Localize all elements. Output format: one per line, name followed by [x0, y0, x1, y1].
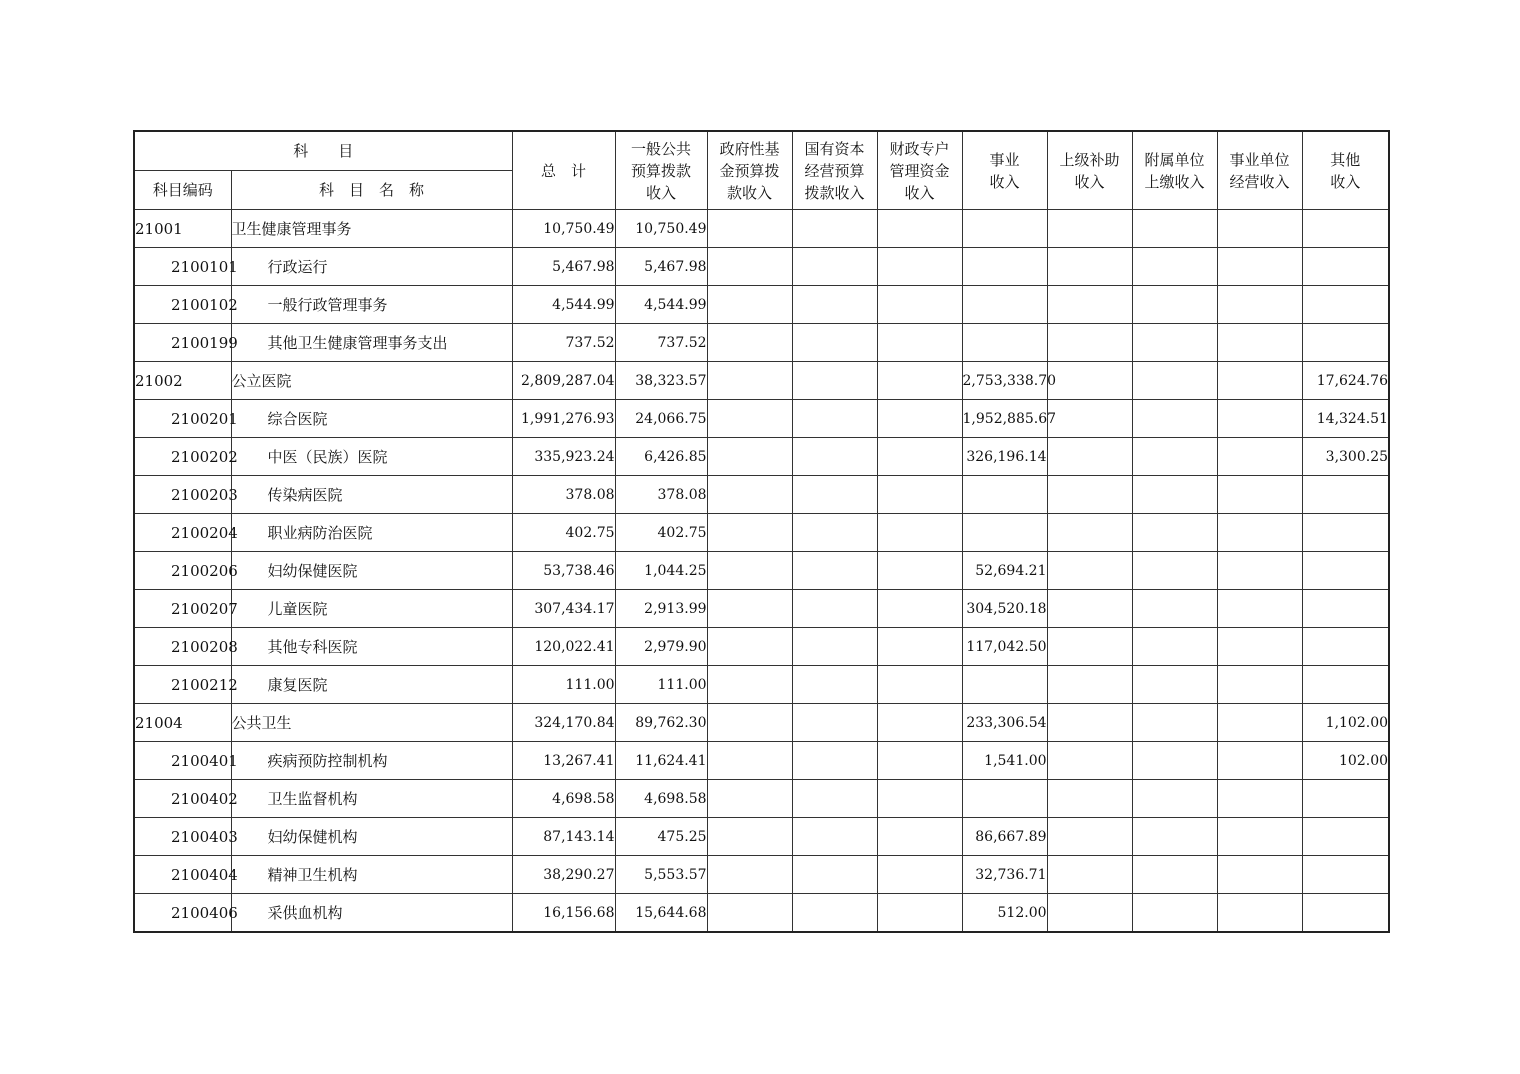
state-cap-cell: [792, 666, 877, 704]
gov-fund-cell: [707, 552, 792, 590]
header-name: 科 目 名 称: [231, 171, 512, 210]
other-cell: [1302, 894, 1389, 933]
subject-name-cell: 职业病防治医院: [231, 514, 512, 552]
affiliated-cell: [1132, 818, 1217, 856]
special-cell: [877, 362, 962, 400]
special-cell: [877, 856, 962, 894]
superior-cell: [1047, 818, 1132, 856]
budget-table: [133, 130, 1390, 933]
operating-cell: [1217, 894, 1302, 933]
state-cap-cell: [792, 248, 877, 286]
other-cell: [1302, 552, 1389, 590]
affiliated-cell: [1132, 514, 1217, 552]
table-row: [134, 400, 1389, 438]
gov-fund-cell: [707, 590, 792, 628]
subject-name-cell: 康复医院: [231, 666, 512, 704]
subject-code-cell: 2100203: [134, 476, 231, 514]
operating-cell: [1217, 514, 1302, 552]
general-cell: 38,323.57: [615, 362, 707, 400]
affiliated-cell: [1132, 742, 1217, 780]
subject-name-cell: 综合医院: [231, 400, 512, 438]
affiliated-cell: [1132, 552, 1217, 590]
table-row: [134, 210, 1389, 248]
special-cell: [877, 514, 962, 552]
subject-name-cell: 卫生健康管理事务: [231, 210, 512, 248]
subject-code-cell: 2100208: [134, 628, 231, 666]
operating-cell: [1217, 286, 1302, 324]
affiliated-cell: [1132, 210, 1217, 248]
general-cell: 378.08: [615, 476, 707, 514]
state-cap-cell: [792, 894, 877, 933]
other-cell: [1302, 210, 1389, 248]
operating-cell: [1217, 362, 1302, 400]
subject-name-cell: 公共卫生: [231, 704, 512, 742]
state-cap-cell: [792, 476, 877, 514]
special-cell: [877, 552, 962, 590]
header-subject: 科 目: [134, 131, 512, 171]
special-cell: [877, 704, 962, 742]
operating-cell: [1217, 818, 1302, 856]
affiliated-cell: [1132, 704, 1217, 742]
superior-cell: [1047, 666, 1132, 704]
special-cell: [877, 628, 962, 666]
subject-name-cell: 中医（民族）医院: [231, 438, 512, 476]
gov-fund-cell: [707, 438, 792, 476]
business-cell: [962, 780, 1047, 818]
total-cell: 324,170.84: [512, 704, 615, 742]
operating-cell: [1217, 438, 1302, 476]
subject-name-cell: 卫生监督机构: [231, 780, 512, 818]
affiliated-cell: [1132, 286, 1217, 324]
total-cell: 10,750.49: [512, 210, 615, 248]
business-cell: 52,694.21: [962, 552, 1047, 590]
subject-code-cell: 21001: [134, 210, 231, 248]
operating-cell: [1217, 400, 1302, 438]
other-cell: 14,324.51: [1302, 400, 1389, 438]
state-cap-cell: [792, 286, 877, 324]
table-row: [134, 742, 1389, 780]
total-cell: 402.75: [512, 514, 615, 552]
header-total: 总 计: [512, 131, 615, 210]
subject-name-cell: 妇幼保健医院: [231, 552, 512, 590]
subject-code-cell: 2100102: [134, 286, 231, 324]
superior-cell: [1047, 362, 1132, 400]
subject-name-cell: 妇幼保健机构: [231, 818, 512, 856]
header-gov-fund: 政府性基 金预算拨 款收入: [707, 131, 792, 210]
general-cell: 4,698.58: [615, 780, 707, 818]
operating-cell: [1217, 780, 1302, 818]
total-cell: 111.00: [512, 666, 615, 704]
header-special-account: 财政专户 管理资金 收入: [877, 131, 962, 210]
subject-code-cell: 2100207: [134, 590, 231, 628]
affiliated-cell: [1132, 248, 1217, 286]
total-cell: 53,738.46: [512, 552, 615, 590]
operating-cell: [1217, 324, 1302, 362]
general-cell: 2,979.90: [615, 628, 707, 666]
gov-fund-cell: [707, 400, 792, 438]
state-cap-cell: [792, 514, 877, 552]
table-row: [134, 590, 1389, 628]
total-cell: 1,991,276.93: [512, 400, 615, 438]
business-cell: 326,196.14: [962, 438, 1047, 476]
affiliated-cell: [1132, 590, 1217, 628]
subject-code-cell: 2100403: [134, 818, 231, 856]
subject-name-cell: 行政运行: [231, 248, 512, 286]
gov-fund-cell: [707, 818, 792, 856]
business-cell: 1,541.00: [962, 742, 1047, 780]
operating-cell: [1217, 248, 1302, 286]
general-cell: 24,066.75: [615, 400, 707, 438]
subject-code-cell: 21002: [134, 362, 231, 400]
business-cell: [962, 286, 1047, 324]
affiliated-cell: [1132, 476, 1217, 514]
special-cell: [877, 476, 962, 514]
superior-cell: [1047, 590, 1132, 628]
table-body: [134, 210, 1389, 933]
total-cell: 335,923.24: [512, 438, 615, 476]
gov-fund-cell: [707, 628, 792, 666]
gov-fund-cell: [707, 780, 792, 818]
state-cap-cell: [792, 400, 877, 438]
total-cell: 4,544.99: [512, 286, 615, 324]
other-cell: [1302, 324, 1389, 362]
subject-name-cell: 采供血机构: [231, 894, 512, 933]
subject-code-cell: 2100404: [134, 856, 231, 894]
business-cell: 2,753,338.70: [962, 362, 1047, 400]
subject-code-cell: 2100199: [134, 324, 231, 362]
table-row: [134, 894, 1389, 933]
business-cell: [962, 514, 1047, 552]
general-cell: 10,750.49: [615, 210, 707, 248]
general-cell: 89,762.30: [615, 704, 707, 742]
total-cell: 307,434.17: [512, 590, 615, 628]
total-cell: 2,809,287.04: [512, 362, 615, 400]
superior-cell: [1047, 704, 1132, 742]
operating-cell: [1217, 590, 1302, 628]
header-general-budget: 一般公共 预算拨款 收入: [615, 131, 707, 210]
gov-fund-cell: [707, 248, 792, 286]
affiliated-cell: [1132, 362, 1217, 400]
superior-cell: [1047, 552, 1132, 590]
affiliated-cell: [1132, 400, 1217, 438]
table-row: [134, 666, 1389, 704]
superior-cell: [1047, 514, 1132, 552]
table-row: [134, 476, 1389, 514]
subject-name-cell: 一般行政管理事务: [231, 286, 512, 324]
general-cell: 6,426.85: [615, 438, 707, 476]
superior-cell: [1047, 628, 1132, 666]
subject-name-cell: 儿童医院: [231, 590, 512, 628]
total-cell: 737.52: [512, 324, 615, 362]
gov-fund-cell: [707, 324, 792, 362]
special-cell: [877, 210, 962, 248]
operating-cell: [1217, 476, 1302, 514]
affiliated-cell: [1132, 438, 1217, 476]
subject-code-cell: 2100206: [134, 552, 231, 590]
superior-cell: [1047, 476, 1132, 514]
special-cell: [877, 286, 962, 324]
total-cell: 16,156.68: [512, 894, 615, 933]
operating-cell: [1217, 210, 1302, 248]
table-row: [134, 248, 1389, 286]
other-cell: [1302, 286, 1389, 324]
general-cell: 11,624.41: [615, 742, 707, 780]
other-cell: [1302, 514, 1389, 552]
total-cell: 13,267.41: [512, 742, 615, 780]
special-cell: [877, 742, 962, 780]
gov-fund-cell: [707, 894, 792, 933]
general-cell: 5,553.57: [615, 856, 707, 894]
subject-code-cell: 2100101: [134, 248, 231, 286]
other-cell: [1302, 856, 1389, 894]
gov-fund-cell: [707, 514, 792, 552]
header-business-income: 事业 收入: [962, 131, 1047, 210]
state-cap-cell: [792, 362, 877, 400]
superior-cell: [1047, 400, 1132, 438]
total-cell: 4,698.58: [512, 780, 615, 818]
superior-cell: [1047, 894, 1132, 933]
other-cell: 1,102.00: [1302, 704, 1389, 742]
subject-code-cell: 21004: [134, 704, 231, 742]
general-cell: 2,913.99: [615, 590, 707, 628]
gov-fund-cell: [707, 856, 792, 894]
business-cell: [962, 210, 1047, 248]
other-cell: 3,300.25: [1302, 438, 1389, 476]
superior-cell: [1047, 438, 1132, 476]
gov-fund-cell: [707, 286, 792, 324]
subject-name-cell: 传染病医院: [231, 476, 512, 514]
special-cell: [877, 590, 962, 628]
other-cell: [1302, 818, 1389, 856]
general-cell: 4,544.99: [615, 286, 707, 324]
state-cap-cell: [792, 438, 877, 476]
superior-cell: [1047, 210, 1132, 248]
state-cap-cell: [792, 704, 877, 742]
table-row: [134, 438, 1389, 476]
other-cell: [1302, 628, 1389, 666]
general-cell: 15,644.68: [615, 894, 707, 933]
header-code: 科目编码: [134, 171, 231, 210]
subject-name-cell: 精神卫生机构: [231, 856, 512, 894]
subject-code-cell: 2100212: [134, 666, 231, 704]
table-row: [134, 856, 1389, 894]
superior-cell: [1047, 856, 1132, 894]
table-row: [134, 818, 1389, 856]
affiliated-cell: [1132, 894, 1217, 933]
superior-cell: [1047, 780, 1132, 818]
superior-cell: [1047, 286, 1132, 324]
subject-code-cell: 2100406: [134, 894, 231, 933]
special-cell: [877, 894, 962, 933]
special-cell: [877, 324, 962, 362]
total-cell: 5,467.98: [512, 248, 615, 286]
business-cell: 117,042.50: [962, 628, 1047, 666]
subject-code-cell: 2100204: [134, 514, 231, 552]
state-cap-cell: [792, 324, 877, 362]
other-cell: [1302, 780, 1389, 818]
affiliated-cell: [1132, 628, 1217, 666]
other-cell: 102.00: [1302, 742, 1389, 780]
table-row: [134, 780, 1389, 818]
state-cap-cell: [792, 780, 877, 818]
state-cap-cell: [792, 818, 877, 856]
gov-fund-cell: [707, 362, 792, 400]
state-cap-cell: [792, 742, 877, 780]
general-cell: 737.52: [615, 324, 707, 362]
other-cell: 17,624.76: [1302, 362, 1389, 400]
other-cell: [1302, 666, 1389, 704]
subject-name-cell: 疾病预防控制机构: [231, 742, 512, 780]
superior-cell: [1047, 742, 1132, 780]
operating-cell: [1217, 704, 1302, 742]
operating-cell: [1217, 742, 1302, 780]
business-cell: 32,736.71: [962, 856, 1047, 894]
affiliated-cell: [1132, 666, 1217, 704]
general-cell: 1,044.25: [615, 552, 707, 590]
gov-fund-cell: [707, 666, 792, 704]
superior-cell: [1047, 324, 1132, 362]
special-cell: [877, 666, 962, 704]
state-cap-cell: [792, 210, 877, 248]
general-cell: 402.75: [615, 514, 707, 552]
subject-name-cell: 公立医院: [231, 362, 512, 400]
other-cell: [1302, 248, 1389, 286]
state-cap-cell: [792, 590, 877, 628]
total-cell: 378.08: [512, 476, 615, 514]
state-cap-cell: [792, 856, 877, 894]
header-other-income: 其他 收入: [1302, 131, 1389, 210]
operating-cell: [1217, 666, 1302, 704]
table-header: [134, 131, 1389, 210]
subject-name-cell: 其他专科医院: [231, 628, 512, 666]
gov-fund-cell: [707, 210, 792, 248]
operating-cell: [1217, 628, 1302, 666]
general-cell: 111.00: [615, 666, 707, 704]
business-cell: 304,520.18: [962, 590, 1047, 628]
business-cell: [962, 476, 1047, 514]
other-cell: [1302, 476, 1389, 514]
general-cell: 475.25: [615, 818, 707, 856]
table-row: [134, 362, 1389, 400]
business-cell: [962, 324, 1047, 362]
subject-code-cell: 2100402: [134, 780, 231, 818]
table-row: [134, 324, 1389, 362]
table-row: [134, 704, 1389, 742]
special-cell: [877, 438, 962, 476]
affiliated-cell: [1132, 856, 1217, 894]
total-cell: 87,143.14: [512, 818, 615, 856]
superior-cell: [1047, 248, 1132, 286]
business-cell: 233,306.54: [962, 704, 1047, 742]
business-cell: 1,952,885.67: [962, 400, 1047, 438]
total-cell: 120,022.41: [512, 628, 615, 666]
gov-fund-cell: [707, 704, 792, 742]
affiliated-cell: [1132, 324, 1217, 362]
table-row: [134, 628, 1389, 666]
header-affiliated-payment: 附属单位 上缴收入: [1132, 131, 1217, 210]
subject-name-cell: 其他卫生健康管理事务支出: [231, 324, 512, 362]
table-row: [134, 514, 1389, 552]
special-cell: [877, 400, 962, 438]
operating-cell: [1217, 856, 1302, 894]
header-state-capital: 国有资本 经营预算 拨款收入: [792, 131, 877, 210]
gov-fund-cell: [707, 476, 792, 514]
operating-cell: [1217, 552, 1302, 590]
special-cell: [877, 248, 962, 286]
table-row: [134, 286, 1389, 324]
special-cell: [877, 780, 962, 818]
other-cell: [1302, 590, 1389, 628]
special-cell: [877, 818, 962, 856]
business-cell: 86,667.89: [962, 818, 1047, 856]
state-cap-cell: [792, 628, 877, 666]
business-cell: [962, 248, 1047, 286]
header-superior-subsidy: 上级补助 收入: [1047, 131, 1132, 210]
header-operating-income: 事业单位 经营收入: [1217, 131, 1302, 210]
general-cell: 5,467.98: [615, 248, 707, 286]
gov-fund-cell: [707, 742, 792, 780]
subject-code-cell: 2100201: [134, 400, 231, 438]
subject-code-cell: 2100401: [134, 742, 231, 780]
business-cell: 512.00: [962, 894, 1047, 933]
total-cell: 38,290.27: [512, 856, 615, 894]
table-row: [134, 552, 1389, 590]
affiliated-cell: [1132, 780, 1217, 818]
state-cap-cell: [792, 552, 877, 590]
subject-code-cell: 2100202: [134, 438, 231, 476]
business-cell: [962, 666, 1047, 704]
